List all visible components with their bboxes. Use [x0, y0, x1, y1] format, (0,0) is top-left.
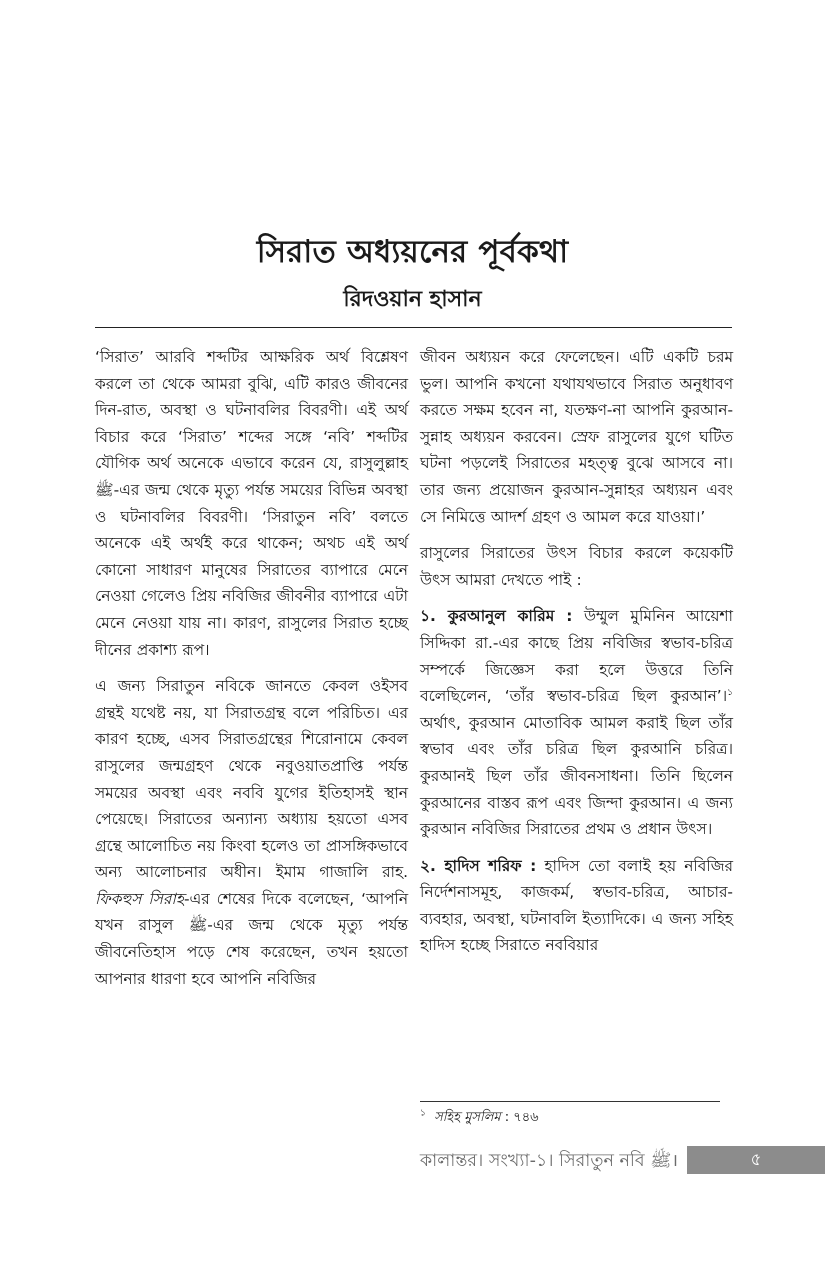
book-title-italic: ফিকহুস সিরাহ: [95, 889, 184, 908]
left-paragraph-2-part-a: এ জন্য সিরাতুন নবিকে জানতে কেবল ওইসব গ্রন্থই যথেষ্ট নয়, যা সিরাতগ্রন্থ বলে পরিচিত। এর কারণ হচ্ছে, এসব সিরাতগ্রন্থের শিরোনামে কেবল রাসুলের জন্মগ্রহণ থেকে নবুওয়াতপ্রাপ্তি পর্যন্ত সময়ের অবস্থা এবং নববি যুগের ইতিহাসই স্থান পেয়েছে। সিরাতের অন্যান্য অধ্যায় হয়তো এসব গ্রন্থে আলোচিত নয় কিংবা হলেও তা প্রাসঙ্গিকভাবে অন্য আলোচনার অধীন। ইমাম গাজালি রাহ.: [95, 677, 408, 882]
source-quran-paragraph: [420, 603, 733, 842]
source-hadith-heading: ২. হাদিস শরিফ :: [420, 856, 537, 875]
source-quran-heading: ১. কুরআনুল কারিম :: [420, 607, 573, 626]
page-number-bar: [687, 1146, 825, 1174]
footnote-source: সহিহ মুসলিম: [434, 1110, 501, 1125]
left-column: [95, 344, 408, 1002]
right-paragraph-2: রাসুলের সিরাতের উৎস বিচার করলে কয়েকটি উৎস আমরা দেখতে পাই :: [420, 544, 733, 589]
left-paragraph-2: [95, 673, 408, 992]
footnote-ref: : ৭৪৬: [500, 1110, 539, 1125]
right-column: [420, 344, 733, 969]
left-paragraph-2-part-b: -এর শেষের দিকে বলেছেন, ‘আপনি যখন রাসুল ﷺ-এর জন্ম থেকে মৃত্যু পর্যন্ত জীবনেতিহাস পড়ে শেষ করেছেন, তখন হয়তো আপনার ধারণা হবে আপনি নবিজির: [95, 889, 408, 988]
source-hadith-paragraph: [420, 853, 733, 959]
source-quran-text-a: উম্মুল মুমিনিন আয়েশা সিদ্দিকা রা.-এর কাছে প্রিয় নবিজির স্বভাব-চরিত্র সম্পর্কে জিজ্ঞেস করা হলে উত্তরে তিনি বলেছিলেন, ‘তাঁর স্বভাব-চরিত্র ছিল কুরআন’।: [420, 607, 733, 706]
footnote-marker: ১: [420, 1108, 426, 1119]
article-author: রিদওয়ান হাসান: [343, 287, 482, 312]
footnote-reference[interactable]: ১: [727, 688, 733, 698]
title-divider: [95, 327, 732, 328]
page-number: ৫: [750, 1150, 762, 1170]
footnote-divider: [420, 1101, 720, 1102]
source-quran-text-b: অর্থাৎ, কুরআন মোতাবিক আমল করাই ছিল তাঁর স্বভাব এবং তাঁর চরিত্র ছিল কুরআনি চরিত্র। কুরআনই ছিল তাঁর জীবনসাধনা। তিনি ছিলেন কুরআনের বাস্তব রূপ এবং জিন্দা কুরআন। এ জন্য কুরআন নবিজির সিরাতের প্রথম ও প্রধান উৎস।: [420, 713, 733, 839]
source-hadith-text: হাদিস তো বলাই হয় নবিজির নির্দেশনাসমূহ, কাজকর্ম, স্বভাব-চরিত্র, আচার-ব্যবহার, অবস্থা, ঘটনাবলি ইত্যাদিকে। এ জন্য সহিহ হাদিস হচ্ছে সিরাতে নববিয়ার: [420, 856, 733, 955]
left-paragraph-1: ‘সিরাত’ আরবি শব্দটির আক্ষরিক অর্থ বিশ্লেষণ করলে তা থেকে আমরা বুঝি, এটি কারও জীবনের দিন-রাত, অবস্থা ও ঘটনাবলির বিবরণী। এই অর্থ বিচার করে ‘সিরাত’ শব্দের সঙ্গে ‘নবি’ শব্দটির যৌগিক অর্থ অনেকে এভাবে করেন যে, রাসুলুল্লাহ ﷺ-এর জন্ম থেকে মৃত্যু পর্যন্ত সময়ের বিভিন্ন অবস্থা ও ঘটনাবলির বিবরণী। ‘সিরাতুন নবি’ বলতে অনেকে এই অর্থই করে থাকেন; অথচ এই অর্থ কোনো সাধারণ মানুষের সিরাতের ব্যাপারে মেনে নেওয়া গেলেও প্রিয় নবিজির জীবনীর ব্যাপারে এটা মেনে নেওয়া যায় না। কারণ, রাসুলের সিরাত হচ্ছে দীনের প্রকাশ্য রূপ।: [95, 348, 408, 659]
running-title: কালান্তর। সংখ্যা-১। সিরাতুন নবি ﷺ।: [419, 1151, 678, 1171]
footnote: [420, 1108, 539, 1128]
article-title: সিরাত অধ্যয়নের পূর্বকথা: [256, 234, 569, 270]
right-paragraph-1: জীবন অধ্যয়ন করে ফেলেছেন। এটি একটি চরম ভুল। আপনি কখনো যথাযথভাবে সিরাত অনুধাবণ করতে সক্ষম হবেন না, যতক্ষণ-না আপনি কুরআন-সুন্নাহ অধ্যয়ন করবেন। স্রেফ রাসুলের যুগে ঘটিত ঘটনা পড়লেই সিরাতের মহত্ত্ব বুঝে আসবে না। তার জন্য প্রয়োজন কুরআন-সুন্নাহর অধ্যয়ন এবং সে নিমিত্তে আদর্শ গ্রহণ ও আমল করে যাওয়া।’: [420, 348, 733, 526]
page-footer: [0, 1146, 825, 1176]
